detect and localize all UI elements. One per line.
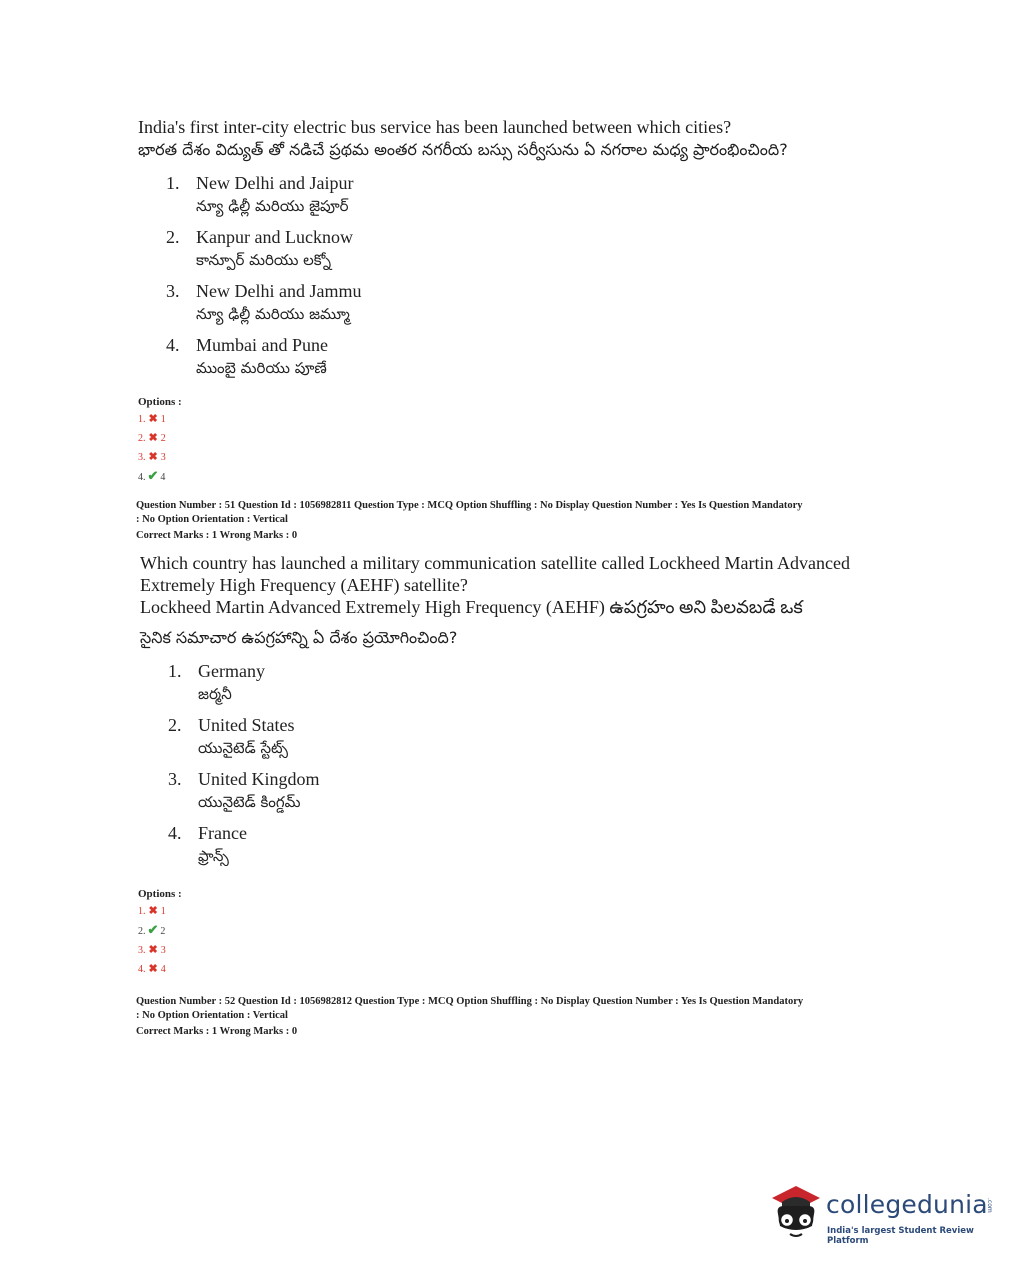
options-heading: Options : bbox=[138, 888, 182, 900]
option-item bbox=[138, 410, 878, 429]
choice-text-te: కాన్పూర్ మరియు లక్నో bbox=[196, 251, 332, 269]
choice-text-en: United States bbox=[198, 715, 295, 735]
options-list bbox=[138, 410, 878, 487]
question-text-en: Which country has launched a military communication satellite called Lockheed Martin Advanced Extremely High Frequency (AEHF) satellite? bbox=[140, 553, 850, 595]
check-icon: ✔ bbox=[147, 922, 159, 937]
choice-text-en: Kanpur and Lucknow bbox=[196, 227, 353, 247]
choice-text-en: Germany bbox=[198, 661, 265, 681]
choice-number: 3. bbox=[168, 769, 182, 789]
option-value: 3 bbox=[160, 945, 166, 956]
cross-icon: ✖ bbox=[148, 432, 158, 444]
option-number: 3. bbox=[138, 452, 146, 463]
choice-text-te: యునైటెడ్ స్టేట్స్ bbox=[198, 739, 288, 757]
choice-list bbox=[138, 172, 878, 388]
choice-text-te: ముంబై మరియు పూణే bbox=[196, 359, 327, 377]
question-text-mixed: Lockheed Martin Advanced Extremely High Frequency (AEHF) ఉపగ్రహం అని పిలవబడే ఒక bbox=[140, 597, 803, 617]
choice-number: 1. bbox=[166, 173, 180, 193]
brand-domain: .com bbox=[986, 1198, 993, 1213]
check-icon: ✔ bbox=[147, 468, 159, 483]
choice-text-te: న్యూ ఢిల్లీ మరియు జమ్మూ bbox=[196, 305, 350, 323]
meta-line: Question Number : 52 Question Id : 1056982812 Question Type : MCQ Option Shuffling : No Display Question Number : Yes Is Question Mandatory bbox=[136, 996, 804, 1007]
option-number: 4. bbox=[138, 472, 146, 483]
choice-text-te: యునైటెడ్ కింగ్డమ్ bbox=[198, 793, 301, 811]
choice-text-en: New Delhi and Jaipur bbox=[196, 173, 354, 193]
choice-text-te: ఫ్రాన్స్ bbox=[198, 847, 229, 865]
option-item-correct bbox=[138, 921, 878, 941]
brand-name: collegedunia bbox=[826, 1190, 988, 1219]
choice-item bbox=[166, 226, 878, 280]
option-number: 1. bbox=[138, 414, 146, 425]
option-item bbox=[138, 960, 878, 979]
option-item bbox=[138, 429, 878, 448]
choice-text-en: France bbox=[198, 823, 247, 843]
option-number: 4. bbox=[138, 964, 146, 975]
option-item bbox=[138, 448, 878, 467]
choice-number: 2. bbox=[166, 227, 180, 247]
choice-number: 2. bbox=[168, 715, 182, 735]
question-51 bbox=[140, 552, 850, 876]
option-value: 2 bbox=[160, 433, 166, 444]
option-value: 2 bbox=[160, 926, 166, 937]
choice-item bbox=[168, 660, 850, 714]
collegedunia-logo bbox=[766, 1178, 996, 1248]
question-meta-52 bbox=[136, 995, 906, 1039]
cross-icon: ✖ bbox=[148, 413, 158, 425]
question-text-te: భారత దేశం విద్యుత్ తో నడిచే ప్రథమ అంతర నగరీయ బస్సు సర్వీసును ఏ నగరాల మధ్య ప్రారంభించింది? bbox=[138, 140, 788, 159]
option-item bbox=[138, 902, 878, 921]
choice-item bbox=[166, 334, 878, 388]
question-51-options bbox=[138, 880, 878, 979]
meta-line: Question Number : 51 Question Id : 1056982811 Question Type : MCQ Option Shuffling : No Display Question Number : Yes Is Question Mandatory bbox=[136, 500, 803, 511]
choice-text-te: న్యూ ఢిల్లీ మరియు జైపూర్ bbox=[196, 197, 349, 215]
question-text-te: సైనిక సమాచార ఉపగ్రహాన్ని ఏ దేశం ప్రయోగించింది? bbox=[140, 628, 458, 647]
choice-number: 4. bbox=[168, 823, 182, 843]
option-number: 1. bbox=[138, 906, 146, 917]
choice-text-en: Mumbai and Pune bbox=[196, 335, 328, 355]
choice-text-en: New Delhi and Jammu bbox=[196, 281, 362, 301]
option-value: 4 bbox=[160, 964, 166, 975]
question-meta-51 bbox=[136, 499, 906, 543]
option-number: 2. bbox=[138, 926, 146, 937]
brand-tagline: India's largest Student Review Platform bbox=[827, 1226, 974, 1246]
choice-number: 4. bbox=[166, 335, 180, 355]
option-value: 4 bbox=[160, 472, 166, 483]
choice-item bbox=[168, 822, 850, 876]
cross-icon: ✖ bbox=[148, 944, 158, 956]
choice-number: 1. bbox=[168, 661, 182, 681]
choice-item bbox=[168, 768, 850, 822]
marks-line: Correct Marks : 1 Wrong Marks : 0 bbox=[136, 1026, 298, 1037]
choice-number: 3. bbox=[166, 281, 180, 301]
cross-icon: ✖ bbox=[148, 451, 158, 463]
cross-icon: ✖ bbox=[148, 905, 158, 917]
option-value: 1 bbox=[160, 906, 166, 917]
option-number: 2. bbox=[138, 433, 146, 444]
choice-list bbox=[140, 660, 850, 876]
meta-line: : No Option Orientation : Vertical bbox=[136, 514, 288, 525]
choice-text-te: జర్మనీ bbox=[198, 685, 232, 703]
option-number: 3. bbox=[138, 945, 146, 956]
question-50 bbox=[138, 116, 878, 487]
mascot-icon bbox=[766, 1180, 826, 1246]
cross-icon: ✖ bbox=[148, 963, 158, 975]
choice-text-en: United Kingdom bbox=[198, 769, 320, 789]
marks-line: Correct Marks : 1 Wrong Marks : 0 bbox=[136, 530, 298, 541]
meta-line: : No Option Orientation : Vertical bbox=[136, 1010, 288, 1021]
options-list bbox=[138, 902, 878, 979]
choice-item bbox=[168, 714, 850, 768]
option-value: 1 bbox=[160, 414, 166, 425]
question-text-en: India's first inter-city electric bus service has been launched between which cities? bbox=[138, 117, 732, 137]
option-value: 3 bbox=[160, 452, 166, 463]
option-item bbox=[138, 941, 878, 960]
choice-item bbox=[166, 280, 878, 334]
choice-item bbox=[166, 172, 878, 226]
option-item-correct bbox=[138, 467, 878, 487]
options-heading: Options : bbox=[138, 396, 182, 408]
